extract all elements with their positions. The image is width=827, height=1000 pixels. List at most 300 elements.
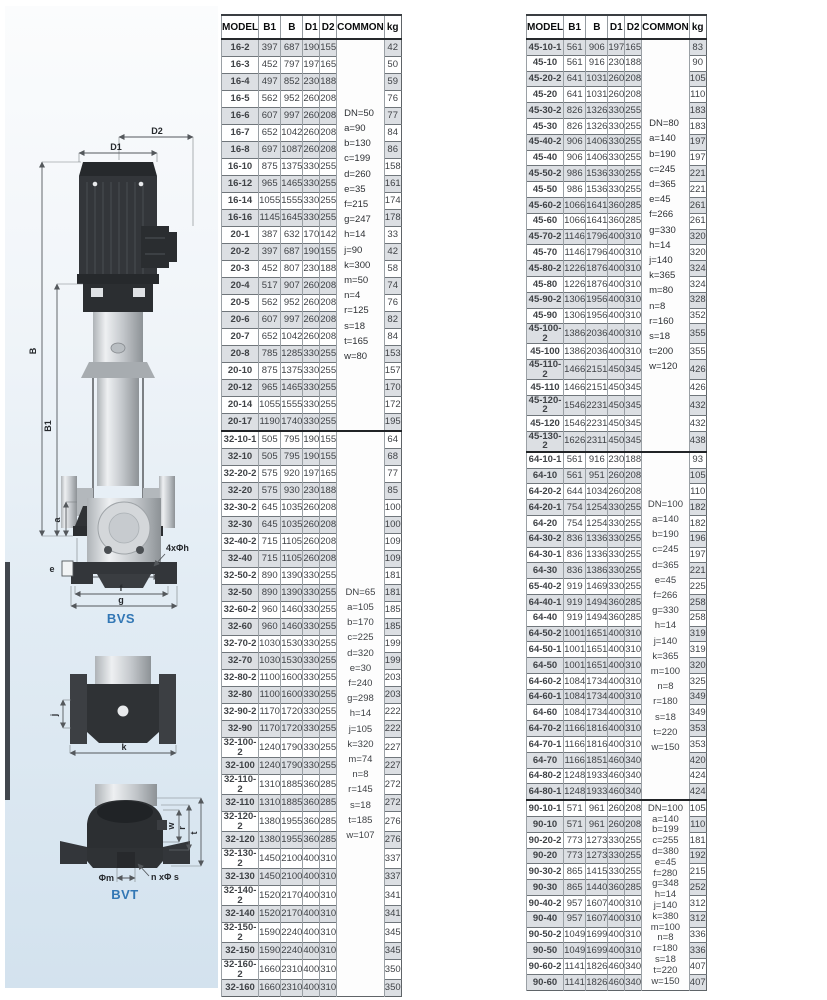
- kg-cell: 158: [384, 159, 401, 176]
- b-cell: 1031: [586, 71, 608, 87]
- d1-cell: 400: [303, 886, 320, 906]
- b1-cell: 773: [564, 832, 586, 848]
- dim-label-w: w: [166, 822, 176, 830]
- b-cell: 1465: [281, 380, 303, 397]
- b-cell: 1851: [586, 752, 608, 768]
- d2-cell: 255: [320, 193, 337, 210]
- model-cell: 32-110: [222, 795, 259, 812]
- d2-cell: 285: [320, 775, 337, 795]
- model-cell: 45-40-2: [527, 134, 564, 150]
- dim-label-b1: B1: [43, 420, 53, 432]
- model-cell: 32-50: [222, 585, 259, 602]
- d2-cell: 255: [625, 563, 642, 579]
- kg-cell: 109: [384, 551, 401, 568]
- b1-cell: 1055: [259, 193, 281, 210]
- d1-cell: 400: [608, 344, 625, 360]
- kg-cell: 110: [689, 87, 706, 103]
- d2-cell: 310: [625, 658, 642, 674]
- b1-cell: 1546: [564, 415, 586, 431]
- b-cell: 1933: [586, 768, 608, 784]
- b-cell: 1440: [586, 880, 608, 896]
- kg-cell: 157: [384, 363, 401, 380]
- kg-cell: 110: [689, 484, 706, 500]
- model-cell: 90-30-2: [527, 864, 564, 880]
- model-cell: 64-20-2: [527, 484, 564, 500]
- kg-cell: 90: [689, 55, 706, 71]
- b-cell: 1035: [281, 500, 303, 517]
- b-cell: 1494: [586, 594, 608, 610]
- b-cell: 1536: [586, 166, 608, 182]
- d2-cell: 310: [625, 245, 642, 261]
- b1-cell: 986: [564, 166, 586, 182]
- d2-cell: 255: [625, 166, 642, 182]
- kg-cell: 320: [689, 245, 706, 261]
- dim-label-f: f: [119, 583, 123, 593]
- d2-cell: 208: [625, 71, 642, 87]
- d1-cell: 170: [303, 227, 320, 244]
- b1-cell: 1660: [259, 960, 281, 980]
- d1-cell: 330: [303, 397, 320, 414]
- b-cell: 1956: [586, 308, 608, 324]
- kg-cell: 64: [384, 431, 401, 449]
- d2-cell: 188: [625, 55, 642, 71]
- b1-cell: 1084: [564, 689, 586, 705]
- d1-cell: 400: [303, 943, 320, 960]
- kg-cell: 355: [689, 344, 706, 360]
- model-cell: 16-10: [222, 159, 259, 176]
- d1-cell: 400: [608, 308, 625, 324]
- kg-cell: 68: [384, 449, 401, 466]
- b-cell: 1600: [281, 670, 303, 687]
- d2-cell: 310: [320, 980, 337, 997]
- motor-cap: [79, 162, 157, 176]
- model-cell: 32-100: [222, 758, 259, 775]
- dim-label-j: j: [49, 713, 59, 717]
- d1-cell: 400: [608, 658, 625, 674]
- b-cell: 1555: [281, 397, 303, 414]
- kg-cell: 420: [689, 752, 706, 768]
- b1-cell: 641: [564, 71, 586, 87]
- d1-cell: 330: [303, 159, 320, 176]
- d1-cell: 260: [608, 71, 625, 87]
- b1-cell: 1520: [259, 886, 281, 906]
- b-cell: 2170: [281, 886, 303, 906]
- model-cell: 32-110-2: [222, 775, 259, 795]
- d2-cell: 255: [320, 585, 337, 602]
- b-cell: 1876: [586, 276, 608, 292]
- b1-cell: 1100: [259, 687, 281, 704]
- kg-cell: 353: [689, 721, 706, 737]
- model-cell: 32-90: [222, 721, 259, 738]
- b-cell: 1390: [281, 568, 303, 585]
- model-cell: 90-30: [527, 880, 564, 896]
- d1-cell: 450: [608, 395, 625, 415]
- kg-cell: 105: [689, 468, 706, 484]
- kg-cell: 174: [384, 193, 401, 210]
- diagram-panel: [5, 6, 218, 988]
- d1-cell: 360: [303, 775, 320, 795]
- d1-cell: 360: [608, 213, 625, 229]
- kg-cell: 77: [384, 466, 401, 483]
- kg-cell: 100: [384, 517, 401, 534]
- d1-cell: 330: [303, 414, 320, 432]
- b-cell: 1530: [281, 653, 303, 670]
- b1-cell: 1380: [259, 812, 281, 832]
- dim-label-bolt-holes: 4xΦh: [166, 543, 189, 553]
- model-cell: 20-8: [222, 346, 259, 363]
- model-cell: 32-60-2: [222, 602, 259, 619]
- d1-cell: 400: [608, 705, 625, 721]
- model-cell: 32-160-2: [222, 960, 259, 980]
- d1-cell: 260: [303, 278, 320, 295]
- b-cell: 1254: [586, 515, 608, 531]
- d1-cell: 197: [608, 39, 625, 55]
- kg-cell: 320: [689, 229, 706, 245]
- d2-cell: 155: [320, 431, 337, 449]
- b1-cell: 906: [564, 134, 586, 150]
- d1-cell: 330: [608, 103, 625, 119]
- b1-cell: 1170: [259, 704, 281, 721]
- kg-cell: 74: [384, 278, 401, 295]
- b-cell: 1955: [281, 812, 303, 832]
- kg-cell: 227: [384, 738, 401, 758]
- b1-cell: 960: [259, 602, 281, 619]
- model-cell: 16-12: [222, 176, 259, 193]
- b-cell: 1734: [586, 673, 608, 689]
- b-cell: 1406: [586, 134, 608, 150]
- kg-cell: 438: [689, 431, 706, 452]
- model-cell: 16-3: [222, 57, 259, 74]
- d2-cell: 155: [320, 244, 337, 261]
- d2-cell: 310: [625, 344, 642, 360]
- d1-cell: 400: [303, 869, 320, 886]
- model-cell: 64-60-1: [527, 689, 564, 705]
- b1-cell: 575: [259, 466, 281, 483]
- kg-cell: 83: [689, 39, 706, 55]
- b1-cell: 865: [564, 864, 586, 880]
- model-cell: 45-50: [527, 182, 564, 198]
- b-cell: 1326: [586, 103, 608, 119]
- model-cell: 64-30: [527, 563, 564, 579]
- model-cell: 32-40: [222, 551, 259, 568]
- d1-cell: 260: [303, 312, 320, 329]
- model-cell: 45-30-2: [527, 103, 564, 119]
- b1-cell: 865: [564, 880, 586, 896]
- kg-cell: 426: [689, 380, 706, 396]
- d2-cell: 345: [625, 415, 642, 431]
- d1-cell: 400: [608, 673, 625, 689]
- kg-cell: 221: [689, 563, 706, 579]
- kg-cell: 349: [689, 689, 706, 705]
- model-cell: 64-30-1: [527, 547, 564, 563]
- d1-cell: 330: [608, 500, 625, 516]
- b-cell: 1336: [586, 531, 608, 547]
- b1-cell: 397: [259, 244, 281, 261]
- d2-cell: 310: [625, 911, 642, 927]
- d1-cell: 400: [608, 292, 625, 308]
- b-cell: 1087: [281, 142, 303, 159]
- kg-cell: 407: [689, 959, 706, 975]
- kg-cell: 312: [689, 911, 706, 927]
- d1-cell: 330: [608, 166, 625, 182]
- model-cell: 45-120: [527, 415, 564, 431]
- kg-cell: 203: [384, 687, 401, 704]
- b-cell: 1555: [281, 193, 303, 210]
- b1-cell: 890: [259, 585, 281, 602]
- b1-cell: 652: [259, 125, 281, 142]
- kg-cell: 349: [689, 705, 706, 721]
- spec-table-left: [221, 14, 402, 997]
- dim-label-m: Φm: [98, 873, 114, 883]
- col-header: kg: [384, 15, 401, 39]
- b-cell: 1933: [586, 784, 608, 800]
- d1-cell: 360: [303, 795, 320, 812]
- b-cell: 906: [586, 39, 608, 55]
- kg-cell: 182: [689, 515, 706, 531]
- d2-cell: 255: [320, 414, 337, 432]
- b1-cell: 397: [259, 39, 281, 57]
- kg-cell: 345: [384, 923, 401, 943]
- d1-cell: 400: [608, 642, 625, 658]
- b1-cell: 1030: [259, 653, 281, 670]
- d2-cell: 255: [320, 397, 337, 414]
- b-cell: 1607: [586, 896, 608, 912]
- model-cell: 32-140-2: [222, 886, 259, 906]
- d1-cell: 360: [608, 594, 625, 610]
- kg-cell: 199: [384, 653, 401, 670]
- kg-cell: 33: [384, 227, 401, 244]
- kg-cell: 199: [384, 636, 401, 653]
- d1-cell: 260: [303, 91, 320, 108]
- b1-cell: 875: [259, 159, 281, 176]
- kg-cell: 110: [689, 817, 706, 833]
- d2-cell: 255: [320, 210, 337, 227]
- d1-cell: 197: [303, 57, 320, 74]
- kg-cell: 328: [689, 292, 706, 308]
- d2-cell: 255: [320, 721, 337, 738]
- model-cell: 90-60: [527, 975, 564, 991]
- d2-cell: 255: [625, 864, 642, 880]
- b1-cell: 505: [259, 449, 281, 466]
- table-row: [527, 800, 707, 816]
- b1-cell: 1248: [564, 784, 586, 800]
- kg-cell: 50: [384, 57, 401, 74]
- d2-cell: 285: [625, 197, 642, 213]
- kg-cell: 222: [384, 704, 401, 721]
- left-flange: [70, 674, 87, 744]
- d2-cell: 310: [320, 849, 337, 869]
- model-cell: 64-40: [527, 610, 564, 626]
- b-cell: 2036: [586, 324, 608, 344]
- b1-cell: 836: [564, 531, 586, 547]
- model-cell: 45-50-2: [527, 166, 564, 182]
- d2-cell: 155: [320, 449, 337, 466]
- b1-cell: 1450: [259, 869, 281, 886]
- d2-cell: 255: [625, 103, 642, 119]
- d1-cell: 330: [303, 619, 320, 636]
- d2-cell: 310: [320, 869, 337, 886]
- d1-cell: 330: [303, 210, 320, 227]
- b-cell: 997: [281, 312, 303, 329]
- kg-cell: 261: [689, 213, 706, 229]
- b1-cell: 1240: [259, 758, 281, 775]
- bvt-caption: BVT: [111, 887, 139, 902]
- model-cell: 64-50-1: [527, 642, 564, 658]
- model-cell: 32-30-2: [222, 500, 259, 517]
- kg-cell: 181: [689, 832, 706, 848]
- model-cell: 90-20-2: [527, 832, 564, 848]
- b-cell: 1273: [586, 848, 608, 864]
- kg-cell: 252: [689, 880, 706, 896]
- model-cell: 16-5: [222, 91, 259, 108]
- model-cell: 45-40: [527, 150, 564, 166]
- common-cell: DN=100 a=140 b=190 c=245 d=365 e=45 f=266 g=330 h=14 j=140 k=365 m=100 n=8 r=180 s=18 t=220 w=150: [642, 452, 690, 801]
- d2-cell: 345: [625, 395, 642, 415]
- d1-cell: 330: [303, 738, 320, 758]
- d1-cell: 330: [303, 653, 320, 670]
- d2-cell: 208: [320, 517, 337, 534]
- b-cell: 1375: [281, 159, 303, 176]
- model-cell: 32-160: [222, 980, 259, 997]
- b1-cell: 1166: [564, 737, 586, 753]
- d1-cell: 330: [303, 636, 320, 653]
- b1-cell: 1030: [259, 636, 281, 653]
- b1-cell: 826: [564, 118, 586, 134]
- kg-cell: 93: [689, 452, 706, 468]
- dim-label-r: r: [177, 826, 187, 830]
- spec-table-right: [526, 14, 707, 991]
- model-cell: 45-60: [527, 213, 564, 229]
- d1-cell: 400: [608, 911, 625, 927]
- bvt-diagram: [11, 784, 219, 906]
- b-cell: 2151: [586, 360, 608, 380]
- d2-cell: 188: [320, 483, 337, 500]
- d2-cell: 255: [320, 687, 337, 704]
- b1-cell: 875: [259, 363, 281, 380]
- b1-cell: 1166: [564, 721, 586, 737]
- d2-cell: 310: [320, 886, 337, 906]
- d2-cell: 310: [625, 292, 642, 308]
- b1-cell: 387: [259, 227, 281, 244]
- model-cell: 64-70-1: [527, 737, 564, 753]
- terminal-box: [141, 226, 169, 268]
- model-cell: 20-1: [222, 227, 259, 244]
- d2-cell: 310: [625, 737, 642, 753]
- d1-cell: 400: [608, 626, 625, 642]
- model-cell: 20-6: [222, 312, 259, 329]
- b1-cell: 1306: [564, 308, 586, 324]
- right-flange: [159, 674, 176, 744]
- kg-cell: 178: [384, 210, 401, 227]
- d1-cell: 330: [303, 670, 320, 687]
- d2-cell: 255: [320, 704, 337, 721]
- b-cell: 1651: [586, 658, 608, 674]
- model-cell: 32-130-2: [222, 849, 259, 869]
- model-cell: 16-8: [222, 142, 259, 159]
- table-row: [527, 452, 707, 468]
- d1-cell: 230: [303, 483, 320, 500]
- d2-cell: 208: [320, 108, 337, 125]
- bvt-right-foot: [163, 841, 190, 864]
- d2-cell: 285: [320, 832, 337, 849]
- d1-cell: 330: [608, 579, 625, 595]
- d2-cell: 345: [625, 360, 642, 380]
- d2-cell: 208: [625, 484, 642, 500]
- model-cell: 64-80-2: [527, 768, 564, 784]
- d2-cell: 208: [320, 295, 337, 312]
- model-cell: 45-30: [527, 118, 564, 134]
- model-cell: 90-40-2: [527, 896, 564, 912]
- kg-cell: 76: [384, 295, 401, 312]
- d1-cell: 330: [303, 380, 320, 397]
- model-cell: 90-20: [527, 848, 564, 864]
- d1-cell: 260: [608, 484, 625, 500]
- bvs-caption: BVS: [106, 611, 136, 626]
- d2-cell: 310: [625, 673, 642, 689]
- col-header: B: [281, 15, 303, 39]
- b1-cell: 1466: [564, 360, 586, 380]
- b1-cell: 1240: [259, 738, 281, 758]
- d1-cell: 460: [608, 752, 625, 768]
- model-cell: 45-10: [527, 55, 564, 71]
- kg-cell: 76: [384, 91, 401, 108]
- d1-cell: 450: [608, 415, 625, 431]
- b-cell: 807: [281, 261, 303, 278]
- header-row: [222, 15, 402, 39]
- b-cell: 1885: [281, 775, 303, 795]
- col-header: D1: [608, 15, 625, 39]
- d1-cell: 330: [608, 182, 625, 198]
- d2-cell: 208: [320, 125, 337, 142]
- d1-cell: 400: [608, 943, 625, 959]
- d1-cell: 330: [608, 531, 625, 547]
- b1-cell: 562: [259, 295, 281, 312]
- d1-cell: 460: [608, 768, 625, 784]
- d1-cell: 260: [303, 125, 320, 142]
- b-cell: 1651: [586, 642, 608, 658]
- dim-label-b-total: B: [28, 347, 38, 355]
- d1-cell: 400: [608, 689, 625, 705]
- b1-cell: 571: [564, 817, 586, 833]
- b-cell: 1826: [586, 959, 608, 975]
- b1-cell: 561: [564, 39, 586, 55]
- kg-cell: 336: [689, 943, 706, 959]
- kg-cell: 424: [689, 768, 706, 784]
- d1-cell: 400: [608, 927, 625, 943]
- b1-cell: 1386: [564, 324, 586, 344]
- b1-cell: 645: [259, 517, 281, 534]
- b-cell: 1740: [281, 414, 303, 432]
- bvt-column: [117, 852, 135, 868]
- model-cell: 20-4: [222, 278, 259, 295]
- model-cell: 64-20-1: [527, 500, 564, 516]
- b1-cell: 1306: [564, 292, 586, 308]
- kg-cell: 85: [384, 483, 401, 500]
- b-cell: 2231: [586, 395, 608, 415]
- d1-cell: 330: [608, 864, 625, 880]
- model-cell: 45-90: [527, 308, 564, 324]
- d2-cell: 285: [625, 213, 642, 229]
- d2-cell: 155: [320, 39, 337, 57]
- kg-cell: 337: [384, 849, 401, 869]
- d2-cell: 310: [320, 960, 337, 980]
- b1-cell: 919: [564, 594, 586, 610]
- b-cell: 852: [281, 74, 303, 91]
- d2-cell: 310: [625, 261, 642, 277]
- kg-cell: 407: [689, 975, 706, 991]
- b-cell: 1336: [586, 547, 608, 563]
- b1-cell: 1001: [564, 642, 586, 658]
